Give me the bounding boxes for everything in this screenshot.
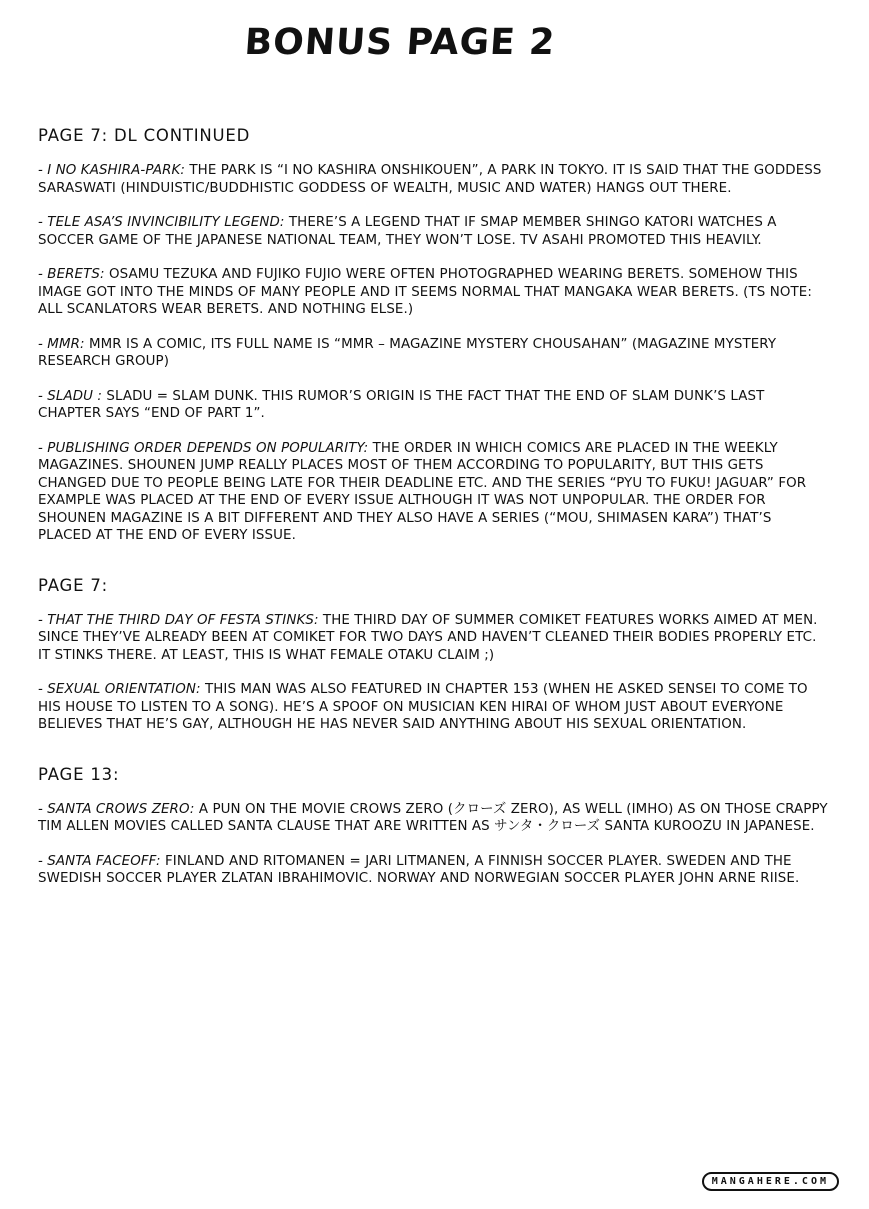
note-entry	[38, 612, 828, 665]
section-heading: PAGE 13:	[38, 764, 120, 784]
note-text: OSAMU TEZUKA AND FUJIKO FUJIO WERE OFTEN PHOTOGRAPHED WEARING BERETS. SOMEHOW THIS IMAGE GOT INTO THE MINDS OF MANY PEOPLE AND IT SEEMS NORMAL THAT MANGAKA WEAR BERETS. (TS NOTE: ALL SCANLATORS WEAR BERETS. AND NOTHING ELSE.)	[38, 267, 812, 317]
note-term: - PUBLISHING ORDER DEPENDS ON POPULARITY:	[38, 440, 369, 456]
note-entry	[38, 214, 828, 249]
note-term: - I NO KASHIRA-PARK:	[38, 163, 186, 178]
note-entry	[38, 266, 828, 319]
section-heading: PAGE 7: DL CONTINUED	[38, 126, 251, 145]
note-term: - SLADU :	[38, 388, 102, 404]
note-entry	[38, 801, 828, 836]
note-term: - MMR:	[38, 336, 85, 352]
note-term: - SEXUAL ORIENTATION:	[38, 682, 201, 697]
note-text: A PUN ON THE MOVIE CROWS ZERO (クローズ ZERO), AS WELL (IMHO) AS ON THOSE CRAPPY TIM ALLEN MOVIES CALLED SANTA CLAUSE THAT ARE WRITTEN AS サンタ・クローズ SANTA KUROOZU IN JAPANESE.	[38, 801, 828, 834]
section-page-13	[38, 765, 828, 888]
note-text: THE PARK IS “I NO KASHIRA ONSHIKOUEN”, A PARK IN TOKYO. IT IS SAID THAT THE GODDESS SARASWATI (HINDUISTIC/BUDDHISTIC GODDESS OF WEALTH, MUSIC AND WATER) HANGS OUT THERE.	[38, 163, 822, 196]
note-term: - TELE ASA’S INVINCIBILITY LEGEND:	[38, 215, 285, 230]
page-title: BONUS PAGE 2	[243, 22, 557, 63]
note-term: - BERETS:	[38, 267, 105, 282]
notes-body	[38, 126, 828, 905]
section-page-7	[38, 576, 828, 734]
note-term: - THAT THE THIRD DAY OF FESTA STINKS:	[38, 612, 319, 628]
note-entry	[38, 681, 828, 734]
note-entry	[38, 336, 828, 371]
note-entry	[38, 440, 828, 545]
site-watermark: MANGAHERE.COM	[702, 1172, 839, 1191]
note-text: THIS MAN WAS ALSO FEATURED IN CHAPTER 153 (WHEN HE ASKED SENSEI TO COME TO HIS HOUSE TO LISTEN TO A SONG). HE’S A SPOOF ON MUSICIAN KEN HIRAI OF WHOM JUST ABOUT EVERYONE BELIEVES THAT HE’S GAY, ALTHOUGH HE HAS NEVER SAID ANYTHING ABOUT HIS SEXUAL ORIENTATION.	[38, 682, 808, 732]
note-text: MMR IS A COMIC, ITS FULL NAME IS “MMR – MAGAZINE MYSTERY CHOUSAHAN” (MAGAZINE MYSTERY RESEARCH GROUP)	[38, 336, 777, 369]
note-text: THE ORDER IN WHICH COMICS ARE PLACED IN THE WEEKLY MAGAZINES. SHOUNEN JUMP REALLY PLACES MOST OF THEM ACCORDING TO POPULARITY, BUT THIS GETS CHANGED DUE TO PEOPLE BEING LATE FOR THEIR DEADLINE ETC. AND THE SERIES “PYU TO FUKU! JAGUAR” FOR EXAMPLE WAS PLACED AT THE END OF EVERY ISSUE ALTHOUGH IT WAS NOT UNPOPULAR. THE ORDER FOR SHOUNEN MAGAZINE IS A BIT DIFFERENT AND THEY ALSO HAVE A SERIES (“MOU, SHIMASEN KARA”) THAT’S PLACED AT THE END OF EVERY ISSUE.	[38, 440, 807, 543]
note-term: - SANTA CROWS ZERO:	[38, 801, 195, 817]
note-entry	[38, 388, 828, 423]
note-entry	[38, 162, 828, 197]
note-text: THE THIRD DAY OF SUMMER COMIKET FEATURES WORKS AIMED AT MEN. SINCE THEY’VE ALREADY BEEN AT COMIKET FOR TWO DAYS AND HAVEN’T CLEANED THEIR BODIES PROPERLY ETC. IT STINKS THERE. AT LEAST, THIS IS WHAT FEMALE OTAKU CLAIM ;)	[38, 612, 818, 663]
note-text: SLADU = SLAM DUNK. THIS RUMOR’S ORIGIN IS THE FACT THAT THE END OF SLAM DUNK’S LAST CHAPTER SAYS “END OF PART 1”.	[38, 388, 765, 421]
section-page-7-dl-continued	[38, 126, 828, 545]
note-entry	[38, 853, 828, 888]
section-heading: PAGE 7:	[38, 575, 109, 595]
note-text: FINLAND AND RITOMANEN = JARI LITMANEN, A FINNISH SOCCER PLAYER. SWEDEN AND THE SWEDISH SOCCER PLAYER ZLATAN IBRAHIMOVIC. NORWAY AND NORWEGIAN SOCCER PLAYER JOHN ARNE RIISE.	[38, 853, 800, 886]
note-text: THERE’S A LEGEND THAT IF SMAP MEMBER SHINGO KATORI WATCHES A SOCCER GAME OF THE JAPANESE NATIONAL TEAM, THEY WON’T LOSE. TV ASAHI PROMOTED THIS HEAVILY.	[38, 215, 777, 248]
note-term: - SANTA FACEOFF:	[38, 853, 161, 869]
